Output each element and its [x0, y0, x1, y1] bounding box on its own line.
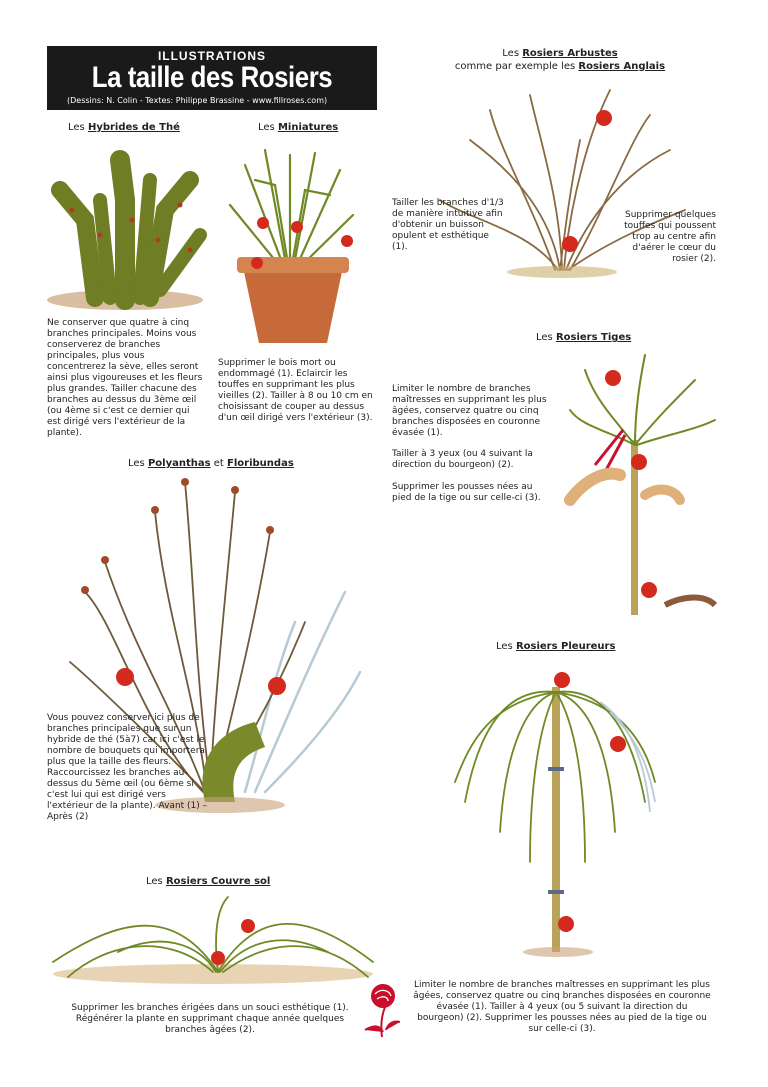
section-title-miniatures: Les Miniatures	[258, 122, 339, 133]
pleureurs-text: Limiter le nombre de branches maîtresses en supprimant les plus âgées, conservez quatre ou cinq branches disposées en couronne évasée (1). Tailler à 4 yeux (ou 5 suivant la direction du bourgeon) (2). Supprimer les pousses nées au pied de la tige ou sur celle-ci (3).	[413, 980, 711, 1034]
couvre-sol-text: Supprimer les branches érigées dans un souci esthétique (1). Régénérer la plante en supprimant chaque année quelques branches âgées (2).	[71, 1003, 349, 1035]
page-title: La taille des Rosiers	[91, 61, 333, 94]
miniatures-text: Supprimer le bois mort ou endommagé (1). Eclaircir les touffes en supprimant les plus vieilles (2). Tailler à 8 ou 10 cm en choisissant de couper au dessus d'un œil dirigé vers l'extérieur (3).	[218, 358, 373, 423]
arbustes-text-left: Tailler les branches d'1/3 de manière intuitive afin d'obtenir un buisson opulent et esthétique (1).	[392, 198, 504, 252]
section-subtitle-arbustes: comme par exemple les Rosiers Anglais	[454, 61, 666, 72]
tiges-text-1: Limiter le nombre de branches maîtresses en supprimant les plus âgées, conservez quatre ou cinq branches disposées en couronne évasée (1).	[392, 384, 547, 438]
hybrides-illustration	[40, 140, 210, 315]
pleureurs-illustration	[450, 662, 660, 962]
tiges-text-2: Tailler à 3 yeux (ou 4 suivant la direction du bourgeon) (2).	[392, 449, 533, 470]
header-credit: (Dessins: N. Colin - Textes: Philippe Brassine - www.fillroses.com)	[67, 96, 328, 105]
section-title-pleureurs: Les Rosiers Pleureurs	[496, 641, 616, 652]
header-kicker: ILLUSTRATIONS	[157, 49, 267, 63]
section-title-polyanthas: Les Polyanthas et Floribundas	[128, 458, 294, 469]
header-banner	[47, 46, 377, 110]
tiges-text-3: Supprimer les pousses nées au pied de la tige ou sur celle-ci (3).	[392, 482, 541, 503]
section-title-tiges: Les Rosiers Tiges	[536, 332, 632, 343]
section-title-couvre-sol: Les Rosiers Couvre sol	[146, 876, 271, 887]
tiges-illustration	[565, 350, 720, 625]
hybrides-text: Ne conserver que quatre à cinq branches principales. Moins vous conserverez de branches principales, plus vous concentrerez la sève, elles seront ainsi plus vigoureuses et les fleurs plus grandes. Tailler chacune des branches au dessus du 3ème œil (ou 4ème si c'est ce dernier qui est dirigé vers l'extérieur de la plante).	[47, 318, 203, 438]
couvre-sol-illustration	[48, 892, 378, 992]
miniatures-illustration	[225, 145, 360, 355]
rose-logo	[355, 982, 410, 1042]
arbustes-text-right: Supprimer quelques touffes qui poussent trop au centre afin d'aérer le cœur du rosier (2).	[624, 210, 716, 264]
section-title-arbustes: Les Rosiers Arbustes	[502, 48, 618, 59]
polyanthas-text: Vous pouvez conserver ici plus de branches principales que sur un hybride de thé (5à7) car ici c'est le nombre de bouquets qui importera plus que la taille des fleurs. Raccourcissez les branches au-dessus du 5ème œil (ou 6ème si c'est lui qui est dirigé vers l'extérieur de la plante). Avant (1) – Après (2)	[47, 713, 208, 822]
section-title-hybrides: Les Hybrides de Thé	[68, 122, 180, 133]
